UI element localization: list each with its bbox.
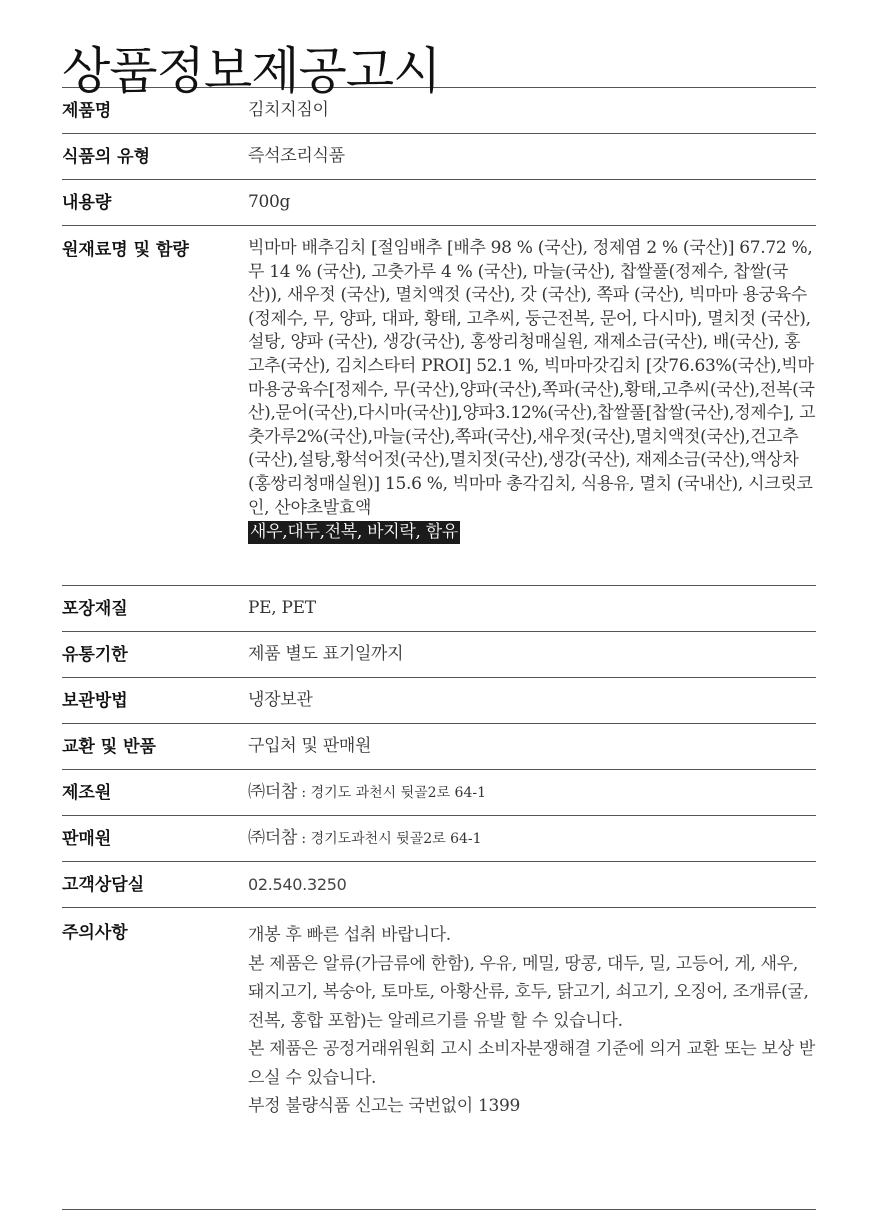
row-expiry: [62, 632, 816, 678]
info-table: [62, 87, 816, 1210]
ingredients-text: 빅마마 배추김치 [절임배추 [배추 98 % (국산), 정제염 2 % (국산)] 67.72 %, 무 14 % (국산), 고춧가루 4 % (국산), 마늘(국산), 찹쌀풀(정제수, 찹쌀(국산)), 새우젓 (국산), 멸치액젓 (국산), 갓 (국산), 쪽파 (국산), 빅마마 용궁육수 (정제수, 무, 양파, 대파, 황태, 고추씨, 둥근전복, 문어, 다시마), 멸치젓 (국산), 설탕, 양파 (국산), 생강(국산), 홍쌍리청매실원, 재제소금(국산), 배(국산), 홍고추(국산), 김치스타터 PROI] 52.1 %, 빅마마갓김치 [갓76.63%(국산),빅마마용궁육수[정제수, 무(국산),양파(국산),쪽파(국산),황태,고추씨(국산),전복(국산),문어(국산),다시마(국산)],양파3.12%(국산),찹쌀풀[찹쌀(국산),정제수], 고춧가루2%(국산),마늘(국산),쪽파(국산),새우젓(국산),멸치액젓(국산),건고추(국산),설탕,황석어젓(국산),멸치젓(국산),생강(국산), 재제소금(국산),액상차(홍쌍리청매실원)] 15.6 %, 빅마마 총각김치, 식용유, 멸치 (국내산), 시크릿코인, 산야초발효액: [248, 238, 816, 518]
row-packaging: [62, 586, 816, 632]
label-seller: 판매원: [62, 829, 112, 849]
value-ingredients: [248, 226, 816, 585]
value-product-name: 김치지짐이: [248, 100, 329, 120]
seller-address: : 경기도과천시 뒷골2로 64-1: [296, 831, 482, 847]
label-product-name: 제품명: [62, 101, 112, 121]
caution-line: 본 제품은 공정거래위원회 고시 소비자분쟁해결 기준에 의거 교환 또는 보상 받으실 수 있습니다.: [248, 1039, 815, 1088]
label-food-type: 식품의 유형: [62, 147, 151, 167]
label-caution: 주의사항: [62, 923, 128, 943]
label-volume: 내용량: [62, 193, 112, 213]
value-food-type: 즉석조리식품: [248, 146, 345, 166]
label-packaging: 포장재질: [62, 599, 128, 619]
manufacturer-address: : 경기도 과천시 뒷골2로 64-1: [296, 785, 486, 801]
label-manufacturer: 제조원: [62, 783, 112, 803]
value-manufacturer: [248, 770, 816, 815]
row-product-name: [62, 88, 816, 134]
seller-name: ㈜더참: [248, 828, 297, 848]
value-caution: [248, 908, 816, 1209]
row-volume: [62, 180, 816, 226]
row-customer-service: [62, 862, 816, 908]
value-expiry: 제품 별도 표기일까지: [248, 644, 404, 664]
value-customer-service: 02.540.3250: [248, 875, 347, 894]
row-ingredients: [62, 226, 816, 586]
product-info-notice: [62, 0, 816, 1210]
label-customer-service: 고객상담실: [62, 875, 145, 895]
label-ingredients: 원재료명 및 함량: [62, 240, 189, 260]
page-title: 상품정보제공고시: [62, 42, 441, 100]
label-exchange: 교환 및 반품: [62, 737, 156, 757]
row-food-type: [62, 134, 816, 180]
row-seller: [62, 816, 816, 862]
row-exchange: [62, 724, 816, 770]
value-seller: [248, 816, 816, 861]
label-storage: 보관방법: [62, 691, 128, 711]
caution-line: 개봉 후 빠른 섭취 바랍니다.: [248, 925, 451, 945]
allergen-highlight: 새우,대두,전복, 바지락, 함유: [250, 522, 458, 543]
row-caution: [62, 908, 816, 1210]
value-packaging: PE, PET: [248, 598, 316, 618]
row-storage: [62, 678, 816, 724]
value-storage: 냉장보관: [248, 690, 313, 710]
row-manufacturer: [62, 770, 816, 816]
manufacturer-name: ㈜더참: [248, 782, 297, 802]
caution-line: 부정 불량식품 신고는 국번없이 1399: [248, 1096, 521, 1116]
value-volume: 700g: [248, 192, 291, 212]
value-exchange: 구입처 및 판매원: [248, 736, 372, 756]
label-expiry: 유통기한: [62, 645, 128, 665]
caution-line: 본 제품은 알류(가금류에 한함), 우유, 메밀, 땅콩, 대두, 밀, 고등어, 게, 새우, 돼지고기, 복숭아, 토마토, 아황산류, 호두, 닭고기, 쇠고기, 오징어, 조개류(굴, 전복, 홍합 포함)는 알레르기를 유발 할 수 있습니다.: [248, 953, 809, 1031]
